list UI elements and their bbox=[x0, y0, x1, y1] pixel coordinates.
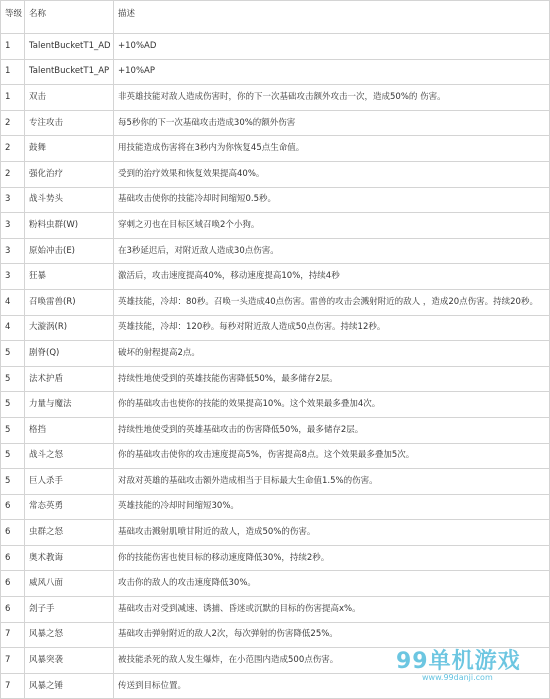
row-name: 专注攻击 bbox=[25, 110, 114, 136]
site-watermark bbox=[396, 650, 544, 684]
table-row bbox=[1, 571, 550, 597]
row-description: 基础攻击使你的技能冷却时间缩短0.5秒。 bbox=[114, 187, 550, 213]
row-name: 奥术教诲 bbox=[25, 545, 114, 571]
header-description: 描述 bbox=[114, 1, 550, 34]
table-row bbox=[1, 341, 550, 367]
row-description: 持续性地使受到的英雄技能伤害降低50%，最多储存2层。 bbox=[114, 366, 550, 392]
row-name: 强化治疗 bbox=[25, 161, 114, 187]
row-description: 非英雄技能对敌人造成伤害时，你的下一次基础攻击额外攻击一次，造成50%的 伤害。 bbox=[114, 85, 550, 111]
table-row bbox=[1, 622, 550, 648]
row-name: 虫群之怒 bbox=[25, 520, 114, 546]
table-row bbox=[1, 213, 550, 239]
row-description: +10%AP bbox=[114, 59, 550, 85]
row-name: 鼓舞 bbox=[25, 136, 114, 162]
row-description: 受到的治疗效果和恢复效果提高40%。 bbox=[114, 161, 550, 187]
row-description: 基础攻击溅射肌喷甘附近的敌人，造成50%的伤害。 bbox=[114, 520, 550, 546]
row-name: 粉料虫群(W) bbox=[25, 213, 114, 239]
table-row bbox=[1, 110, 550, 136]
table-row bbox=[1, 520, 550, 546]
row-description: +10%AD bbox=[114, 34, 550, 60]
row-description: 英雄技能，冷却：80秒。召唤一头造成40点伤害。雷兽的攻击会溅射附近的敌人 ，造成20点伤害。持续20秒。 bbox=[114, 289, 550, 315]
row-level: 7 bbox=[1, 622, 25, 648]
row-description: 英雄技能的冷却时间缩短30%。 bbox=[114, 494, 550, 520]
table-row bbox=[1, 34, 550, 60]
row-level: 1 bbox=[1, 59, 25, 85]
row-description: 攻击你的敌人的攻击速度降低30%。 bbox=[114, 571, 550, 597]
row-name: 战斗势头 bbox=[25, 187, 114, 213]
table-row bbox=[1, 85, 550, 111]
row-level: 1 bbox=[1, 34, 25, 60]
table-row bbox=[1, 238, 550, 264]
row-level: 5 bbox=[1, 341, 25, 367]
row-description: 对敌对英雄的基础攻击额外造成相当于目标最大生命值1.5%的伤害。 bbox=[114, 469, 550, 495]
row-level: 5 bbox=[1, 392, 25, 418]
table-row bbox=[1, 392, 550, 418]
table-row bbox=[1, 597, 550, 623]
row-description: 被技能杀死的敌人发生爆炸，在小范围内造成500点伤害。 bbox=[114, 648, 550, 674]
row-description: 用技能造成伤害将在3秒内为你恢复45点生命值。 bbox=[114, 136, 550, 162]
row-level: 3 bbox=[1, 187, 25, 213]
table-row bbox=[1, 443, 550, 469]
row-name: 剧脊(Q) bbox=[25, 341, 114, 367]
table-row bbox=[1, 264, 550, 290]
table-row bbox=[1, 136, 550, 162]
row-level: 6 bbox=[1, 545, 25, 571]
row-name: 风暴之怒 bbox=[25, 622, 114, 648]
row-name: 格挡 bbox=[25, 417, 114, 443]
table-row bbox=[1, 494, 550, 520]
row-level: 6 bbox=[1, 597, 25, 623]
row-description: 在3秒延迟后，对附近敌人造成30点伤害。 bbox=[114, 238, 550, 264]
row-level: 6 bbox=[1, 494, 25, 520]
row-name: 法术护盾 bbox=[25, 366, 114, 392]
row-name: 大漩涡(R) bbox=[25, 315, 114, 341]
row-description: 你的基础攻击也使你的技能的效果提高10%。这个效果最多叠加4次。 bbox=[114, 392, 550, 418]
table-row bbox=[1, 315, 550, 341]
table-body bbox=[1, 34, 550, 699]
row-level: 5 bbox=[1, 417, 25, 443]
watermark-url: www.99danji.com bbox=[422, 673, 493, 682]
row-name: 风暴之锤 bbox=[25, 673, 114, 699]
row-name: 刽子手 bbox=[25, 597, 114, 623]
row-level: 2 bbox=[1, 161, 25, 187]
row-level: 6 bbox=[1, 520, 25, 546]
row-description: 基础攻击对受到减速、诱捕、昏迷或沉默的目标的伤害提高x%。 bbox=[114, 597, 550, 623]
row-level: 7 bbox=[1, 648, 25, 674]
row-name: 巨人杀手 bbox=[25, 469, 114, 495]
row-description: 穿刺之刃也在目标区域召唤2个小狗。 bbox=[114, 213, 550, 239]
row-name: 狂暴 bbox=[25, 264, 114, 290]
row-level: 4 bbox=[1, 289, 25, 315]
table-row bbox=[1, 417, 550, 443]
row-description: 英雄技能，冷却：120秒。每秒对附近敌人造成50点伤害。持续12秒。 bbox=[114, 315, 550, 341]
row-level: 5 bbox=[1, 469, 25, 495]
row-level: 1 bbox=[1, 85, 25, 111]
row-description: 每5秒你的下一次基础攻击造成30%的额外伤害 bbox=[114, 110, 550, 136]
row-description: 基础攻击弹射附近的敌人2次，每次弹射的伤害降低25%。 bbox=[114, 622, 550, 648]
row-description: 你的基础攻击使你的攻击速度提高5%，伤害提高8点。这个效果最多叠加5次。 bbox=[114, 443, 550, 469]
row-description: 传送到目标位置。 bbox=[114, 673, 550, 699]
row-name: 力量与魔法 bbox=[25, 392, 114, 418]
table-row bbox=[1, 161, 550, 187]
watermark-logo-text: 99单机游戏 bbox=[396, 649, 521, 674]
row-level: 7 bbox=[1, 673, 25, 699]
row-level: 2 bbox=[1, 110, 25, 136]
table-row bbox=[1, 366, 550, 392]
table-row bbox=[1, 469, 550, 495]
table-header-row bbox=[1, 1, 550, 34]
header-name: 名称 bbox=[25, 1, 114, 34]
row-name: TalentBucketT1_AD bbox=[25, 34, 114, 60]
row-name: TalentBucketT1_AP bbox=[25, 59, 114, 85]
row-name: 召唤雷兽(R) bbox=[25, 289, 114, 315]
row-description: 你的技能伤害也使目标的移动速度降低30%，持续2秒。 bbox=[114, 545, 550, 571]
row-level: 3 bbox=[1, 264, 25, 290]
row-description: 激活后，攻击速度提高40%，移动速度提高10%，持续4秒 bbox=[114, 264, 550, 290]
row-level: 5 bbox=[1, 366, 25, 392]
row-name: 威风八面 bbox=[25, 571, 114, 597]
row-level: 3 bbox=[1, 213, 25, 239]
table-row bbox=[1, 59, 550, 85]
row-description: 持续性地使受到的英雄基础攻击的伤害降低50%，最多储存2层。 bbox=[114, 417, 550, 443]
row-description: 破坏的射程提高2点。 bbox=[114, 341, 550, 367]
row-level: 2 bbox=[1, 136, 25, 162]
row-name: 双击 bbox=[25, 85, 114, 111]
row-name: 战斗之怒 bbox=[25, 443, 114, 469]
row-level: 3 bbox=[1, 238, 25, 264]
table-row bbox=[1, 545, 550, 571]
row-level: 4 bbox=[1, 315, 25, 341]
header-level: 等级 bbox=[1, 1, 25, 34]
row-name: 常态英勇 bbox=[25, 494, 114, 520]
table-row bbox=[1, 187, 550, 213]
row-level: 5 bbox=[1, 443, 25, 469]
row-level: 6 bbox=[1, 571, 25, 597]
table-row bbox=[1, 289, 550, 315]
row-name: 原始冲击(E) bbox=[25, 238, 114, 264]
row-name: 风暴突袭 bbox=[25, 648, 114, 674]
